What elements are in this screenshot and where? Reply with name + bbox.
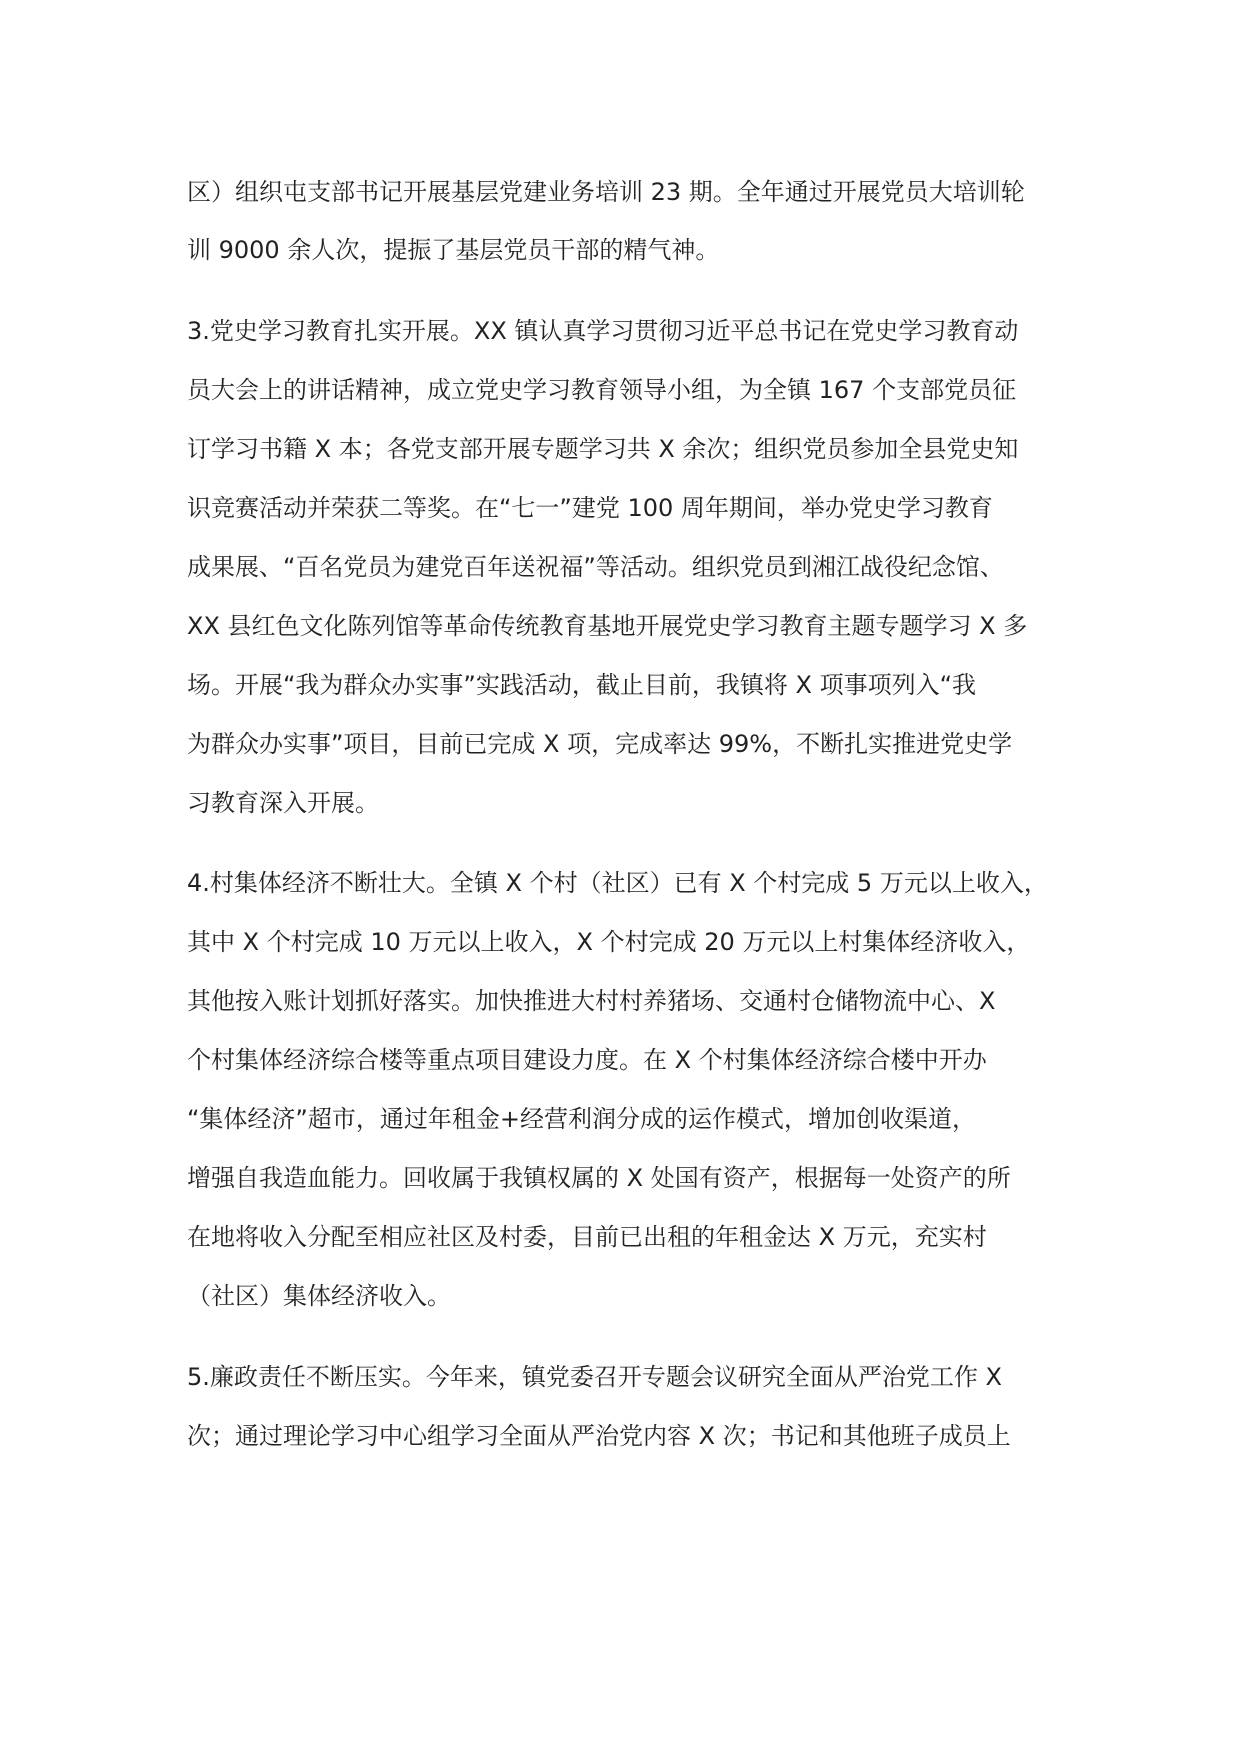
text-line: 在地将收入分配至相应社区及村委，目前已出租的年租金达 X 万元，充实村: [187, 1223, 987, 1251]
text-line: 识竞赛活动并荣获二等奖。在“七一”建党 100 周年期间，举办党史学习教育: [187, 494, 993, 522]
text-line: 其他按入账计划抓好落实。加快推进大村村养猪场、交通村仓储物流中心、X: [187, 987, 996, 1015]
text-line: 次；通过理论学习中心组学习全面从严治党内容 X 次；书记和其他班子成员上: [187, 1422, 1011, 1450]
text-line: 成果展、“百名党员为建党百年送祝福”等活动。组织党员到湘江战役纪念馆、: [187, 553, 1004, 581]
text-line: 员大会上的讲话精神，成立党史学习教育领导小组，为全镇 167 个支部党员征: [187, 376, 1017, 404]
text-line: 区）组织屯支部书记开展基层党建业务培训 23 期。全年通过开展党员大培训轮: [187, 178, 1025, 206]
text-line: 个村集体经济综合楼等重点项目建设力度。在 X 个村集体经济综合楼中开办: [187, 1046, 987, 1074]
text-line: 4.村集体经济不断壮大。全镇 X 个村（社区）已有 X 个村完成 5 万元以上收入，: [187, 869, 1048, 897]
text-line: 训 9000 余人次，提振了基层党员干部的精气神。: [187, 236, 720, 264]
text-line: 场。开展“我为群众办实事”实践活动，截止目前，我镇将 X 项事项列入“我: [187, 671, 976, 699]
text-line: “集体经济”超市，通过年租金+经营利润分成的运作模式，增加创收渠道，: [187, 1105, 976, 1133]
text-line: XX 县红色文化陈列馆等革命传统教育基地开展党史学习教育主题专题学习 X 多: [187, 612, 1028, 640]
text-line: 3.党史学习教育扎实开展。XX 镇认真学习贯彻习近平总书记在党史学习教育动: [187, 317, 1019, 345]
text-line: 增强自我造血能力。回收属于我镇权属的 X 处国有资产，根据每一处资产的所: [187, 1164, 1011, 1192]
text-line: 5.廉政责任不断压实。今年来，镇党委召开专题会议研究全面从严治党工作 X: [187, 1363, 1002, 1391]
text-line: 习教育深入开展。: [187, 789, 379, 817]
text-line: 其中 X 个村完成 10 万元以上收入，X 个村完成 20 万元以上村集体经济收入，: [187, 928, 1031, 956]
text-line: 订学习书籍 X 本；各党支部开展专题学习共 X 余次；组织党员参加全县党史知: [187, 435, 1019, 463]
text-line: 为群众办实事”项目，目前已完成 X 项，完成率达 99%，不断扎实推进党史学: [187, 730, 1013, 758]
text-line: （社区）集体经济收入。: [187, 1282, 451, 1310]
